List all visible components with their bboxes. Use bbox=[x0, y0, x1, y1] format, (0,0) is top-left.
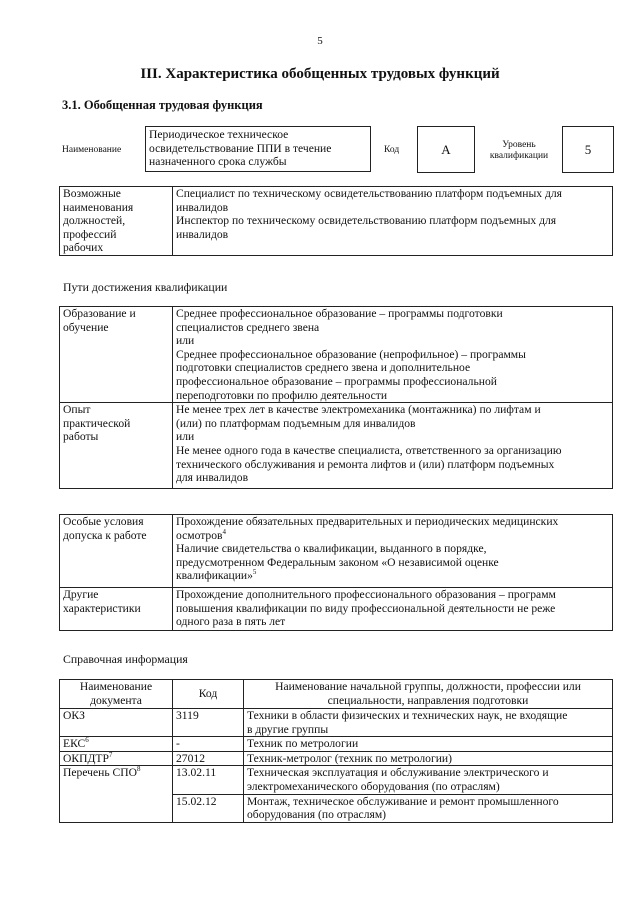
level-value: 5 bbox=[562, 126, 614, 173]
other-label: Другие характеристики bbox=[60, 588, 173, 631]
ref-name-cell: Техник по метрологии bbox=[244, 737, 613, 752]
table-row bbox=[60, 403, 613, 489]
col-name-header: Наименование начальной группы, должности, профессии или специальности, направления подготовки bbox=[244, 680, 613, 709]
code-value: А bbox=[417, 126, 475, 173]
education-value: Среднее профессиональное образование – программы подготовки специалистов среднего звена или Среднее профессиональное образование (непрофильное) – программы подготовки специалистов среднего звена и дополнительное профессиональное образование – программы профессиональной переподготовки по профилю деятельности bbox=[173, 307, 613, 403]
ref-name-cell: Техники в области физических и технических наук, не входящие в другие группы bbox=[244, 709, 613, 737]
ref-doc-cell: ОКЗ bbox=[60, 709, 173, 737]
table-header-row bbox=[60, 680, 613, 709]
name-value: Периодическое техническое освидетельствование ППИ в течение назначенного срока службы bbox=[145, 126, 371, 172]
level-label: Уровень квалификации bbox=[489, 140, 549, 161]
ref-code-cell: 27012 bbox=[173, 751, 244, 766]
conditions-label: Особые условия допуска к работе bbox=[60, 515, 173, 588]
ref-name-cell: Техник-метролог (техник по метрологии) bbox=[244, 751, 613, 766]
footnote-ref-5: 5 bbox=[252, 568, 257, 577]
table-row bbox=[60, 307, 613, 403]
table-row bbox=[60, 751, 613, 766]
ref-code-cell: 3119 bbox=[173, 709, 244, 737]
reference-table bbox=[59, 679, 613, 823]
paths-heading: Пути достижения квалификации bbox=[63, 280, 228, 294]
education-label: Образование и обучение bbox=[60, 307, 173, 403]
experience-label: Опыт практической работы bbox=[60, 403, 173, 489]
ref-doc-cell: ЕКС$^6$ bbox=[60, 737, 173, 752]
conditions-text-1: Прохождение обязательных предварительных и периодических медицинских осмотров bbox=[176, 515, 559, 542]
footnote-ref-4: 4 bbox=[222, 527, 226, 536]
ref-doc-cell: Перечень СПО$^8$ bbox=[60, 766, 173, 822]
ref-code-cell: 15.02.12 bbox=[173, 794, 244, 822]
table-row bbox=[60, 187, 613, 256]
other-value: Прохождение дополнительного профессионального образования – программ повышения квалификации по виду профессиональной деятельности не реже одного раза в пять лет bbox=[173, 588, 613, 631]
positions-table bbox=[59, 186, 613, 256]
conditions-table bbox=[59, 514, 613, 631]
conditions-text-2: Наличие свидетельства о квалификации, выданного в порядке, предусмотренном Федеральным законом «О независимой оценке квалификации» bbox=[176, 542, 499, 583]
reference-heading: Справочная информация bbox=[63, 652, 188, 666]
paths-table bbox=[59, 306, 613, 489]
table-row bbox=[60, 709, 613, 737]
col-doc-header: Наименование документа bbox=[60, 680, 173, 709]
section-title: III. Характеристика обобщенных трудовых функций bbox=[140, 66, 500, 82]
experience-value: Не менее трех лет в качестве электромеханика (монтажника) по лифтам и (или) по платформам подъемным для инвалидов или Не менее одного года в качестве специалиста, ответственного за организацию технического обслуживания и ремонта лифтов и (или) платформ подъемных для инвалидов bbox=[173, 403, 613, 489]
code-label: Код bbox=[384, 145, 400, 155]
ref-name-cell: Техническая эксплуатация и обслуживание электрического и электромеханического оборудования (по отраслям) bbox=[244, 766, 613, 794]
page-number: 5 bbox=[317, 35, 323, 47]
positions-value: Специалист по техническому освидетельствованию платформ подъемных для инвалидов Инспектор по техническому освидетельствованию платформ подъемных для инвалидов bbox=[173, 187, 613, 256]
subsection-title: 3.1. Обобщенная трудовая функция bbox=[62, 98, 263, 112]
ref-code-cell: - bbox=[173, 737, 244, 752]
table-row bbox=[60, 515, 613, 588]
table-row bbox=[60, 737, 613, 752]
ref-name-cell: Монтаж, техническое обслуживание и ремонт промышленного оборудования (по отраслям) bbox=[244, 794, 613, 822]
table-row bbox=[60, 588, 613, 631]
table-row bbox=[60, 766, 613, 794]
conditions-value bbox=[173, 515, 613, 588]
positions-label: Возможные наименования должностей, профессий рабочих bbox=[60, 187, 173, 256]
ref-doc-cell: ОКПДТР$^7$ bbox=[60, 751, 173, 766]
name-label: Наименование bbox=[62, 145, 122, 155]
ref-code-cell: 13.02.11 bbox=[173, 766, 244, 794]
col-code-header: Код bbox=[173, 680, 244, 709]
